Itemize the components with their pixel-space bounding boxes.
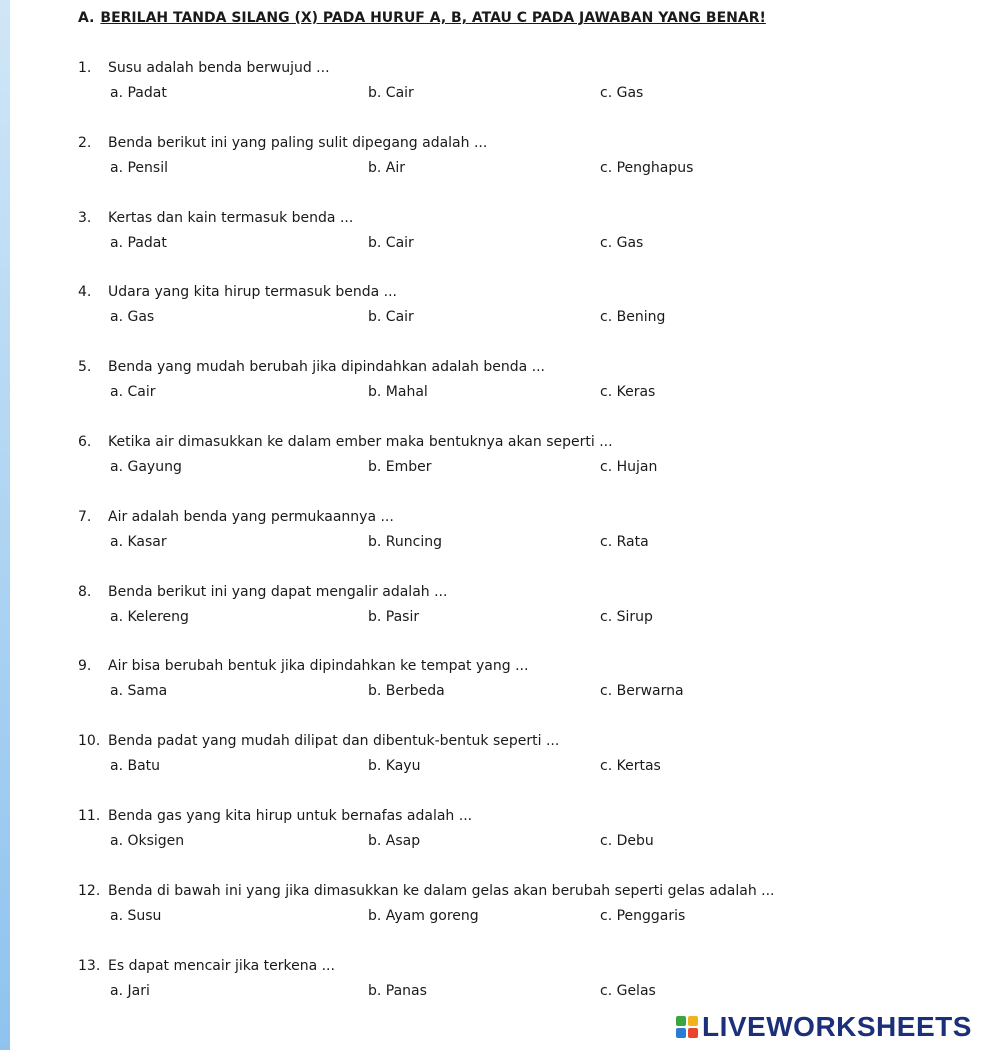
answer-option-b[interactable]: b. Pasir: [368, 608, 420, 625]
question-item: [78, 434, 958, 509]
question-item: [78, 584, 958, 659]
question-item: [78, 808, 958, 883]
question-number: 1.: [78, 60, 92, 76]
answer-option-c[interactable]: c. Debu: [600, 832, 654, 849]
brand-text: LIVEWORKSHEETS: [702, 1011, 972, 1042]
question-text: Benda berikut ini yang dapat mengalir adalah ...: [108, 583, 448, 600]
answer-option-c[interactable]: c. Berwarna: [600, 683, 684, 700]
question-number: 4.: [78, 284, 92, 301]
answer-option-c[interactable]: c. Kertas: [600, 758, 661, 775]
question-line: [78, 509, 394, 525]
question-line: [78, 658, 528, 674]
question-line: [78, 359, 545, 375]
question-number: 5.: [78, 359, 92, 376]
question-number: 12.: [78, 882, 101, 899]
question-text: Benda padat yang mudah dilipat dan dibentuk-bentuk seperti ...: [108, 733, 560, 750]
answer-option-a[interactable]: a. Padat: [110, 85, 167, 101]
logo-tile-l: [676, 1016, 686, 1026]
question-number: 13.: [78, 957, 101, 974]
question-text: Ketika air dimasukkan ke dalam ember maka bentuknya akan seperti ...: [108, 433, 613, 450]
question-number: 2.: [78, 134, 92, 151]
section-prefix: A.: [78, 10, 95, 26]
liveworksheets-brand: [676, 1012, 972, 1042]
question-item: [78, 60, 958, 135]
question-text: Air adalah benda yang permukaannya ...: [108, 508, 394, 525]
answer-option-b[interactable]: b. Kayu: [368, 758, 421, 775]
answer-option-b[interactable]: b. Berbeda: [368, 683, 445, 700]
question-number: 8.: [78, 583, 92, 600]
question-number: 7.: [78, 508, 92, 525]
logo-tile-e: [688, 1028, 698, 1038]
question-text: Kertas dan kain termasuk benda ...: [108, 209, 354, 226]
answer-option-a[interactable]: a. Oksigen: [110, 832, 185, 849]
answer-option-b[interactable]: b. Cair: [368, 85, 414, 101]
question-line: [78, 434, 613, 450]
question-line: [78, 135, 487, 151]
question-number: 11.: [78, 807, 101, 824]
question-item: [78, 883, 958, 958]
question-line: [78, 808, 472, 824]
section-instruction: BERILAH TANDA SILANG (X) PADA HURUF A, B, ATAU C PADA JAWABAN YANG BENAR!: [100, 10, 766, 26]
answer-option-a[interactable]: a. Pensil: [110, 159, 168, 176]
question-text: Benda di bawah ini yang jika dimasukkan ke dalam gelas akan berubah seperti gelas adalah ...: [108, 882, 775, 899]
answer-option-c[interactable]: c. Sirup: [600, 608, 653, 625]
answer-option-c[interactable]: c. Rata: [600, 533, 649, 550]
answer-option-b[interactable]: b. Runcing: [368, 533, 442, 550]
answer-option-b[interactable]: b. Panas: [368, 982, 427, 999]
answer-option-b[interactable]: b. Mahal: [368, 384, 428, 401]
answer-option-a[interactable]: a. Gayung: [110, 458, 182, 475]
logo-tile-v: [676, 1028, 686, 1038]
question-number: 9.: [78, 658, 92, 675]
answer-option-c[interactable]: c. Penggaris: [600, 907, 686, 924]
question-text: Es dapat mencair jika terkena ...: [108, 957, 335, 974]
question-line: [78, 958, 335, 974]
answer-option-a[interactable]: a. Kasar: [110, 533, 167, 550]
answer-option-a[interactable]: a. Kelereng: [110, 608, 189, 625]
question-item: [78, 210, 958, 285]
answer-option-b[interactable]: b. Ayam goreng: [368, 907, 479, 924]
answer-option-b[interactable]: b. Air: [368, 159, 406, 176]
question-text: Udara yang kita hirup termasuk benda ...: [108, 284, 398, 301]
question-item: [78, 733, 958, 808]
question-text: Benda yang mudah berubah jika dipindahkan adalah benda ...: [108, 359, 545, 376]
answer-option-c[interactable]: c. Hujan: [600, 458, 658, 475]
answer-option-b[interactable]: b. Ember: [368, 458, 432, 475]
answer-option-b[interactable]: b. Cair: [368, 234, 414, 251]
answer-option-c[interactable]: c. Gelas: [600, 982, 656, 999]
answer-option-b[interactable]: b. Asap: [368, 832, 421, 849]
question-text: Susu adalah benda berwujud ...: [108, 60, 330, 76]
left-edge-bar: [0, 0, 10, 1050]
answer-option-a[interactable]: a. Susu: [110, 907, 162, 924]
question-text: Benda berikut ini yang paling sulit dipegang adalah ...: [108, 134, 488, 151]
question-item: [78, 509, 958, 584]
liveworksheets-logo-icon: [676, 1016, 698, 1038]
answer-option-a[interactable]: a. Jari: [110, 982, 150, 999]
question-line: [78, 210, 353, 226]
section-heading: [78, 10, 766, 26]
question-line: [78, 883, 775, 899]
question-line: [78, 284, 397, 300]
answer-option-a[interactable]: a. Gas: [110, 309, 155, 326]
answer-option-a[interactable]: a. Cair: [110, 384, 156, 401]
answer-option-c[interactable]: c. Gas: [600, 234, 644, 251]
question-item: [78, 658, 958, 733]
question-number: 6.: [78, 433, 92, 450]
answer-option-a[interactable]: a. Padat: [110, 234, 167, 251]
answer-option-c[interactable]: c. Bening: [600, 309, 666, 326]
answer-option-a[interactable]: a. Batu: [110, 758, 161, 775]
question-line: [78, 60, 330, 76]
answer-option-c[interactable]: c. Keras: [600, 384, 656, 401]
question-item: [78, 359, 958, 434]
question-line: [78, 584, 447, 600]
question-text: Benda gas yang kita hirup untuk bernafas adalah ...: [108, 807, 473, 824]
question-item: [78, 284, 958, 359]
question-text: Air bisa berubah bentuk jika dipindahkan ke tempat yang ...: [108, 658, 529, 675]
question-number: 10.: [78, 733, 101, 750]
question-number: 3.: [78, 209, 92, 226]
answer-option-a[interactable]: a. Sama: [110, 683, 168, 700]
question-list: [78, 60, 958, 1032]
logo-tile-i: [688, 1016, 698, 1026]
question-line: [78, 733, 559, 749]
question-item: [78, 135, 958, 210]
answer-option-c[interactable]: c. Penghapus: [600, 159, 694, 176]
answer-option-b[interactable]: b. Cair: [368, 309, 414, 326]
answer-option-c[interactable]: c. Gas: [600, 85, 644, 101]
